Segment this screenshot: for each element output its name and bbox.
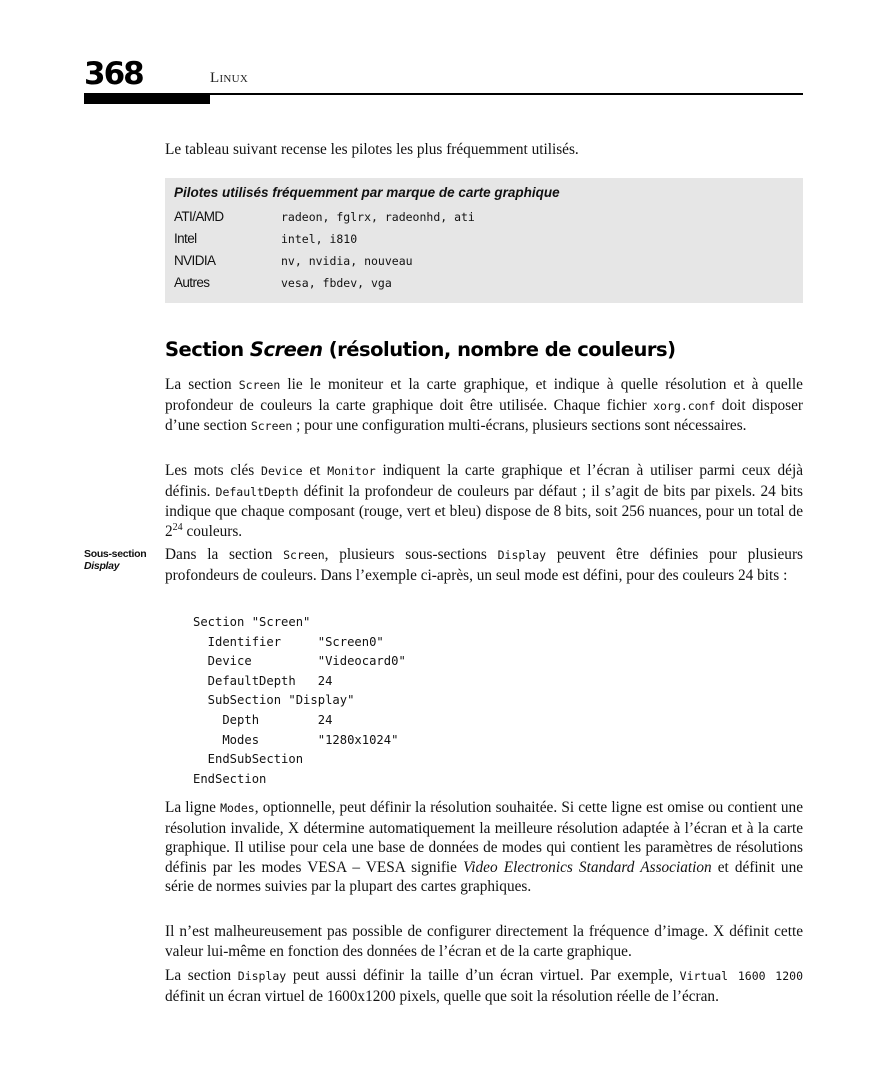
- table-brand: NVIDIA: [174, 253, 216, 268]
- table-drivers: radeon, fglrx, radeonhd, ati: [281, 210, 475, 224]
- margin-note-line: Display: [84, 560, 120, 572]
- margin-note: [84, 548, 146, 572]
- section-heading: [165, 338, 676, 361]
- code-inline: Display: [497, 548, 547, 562]
- emphasis: Video Electronics Standard Association: [463, 858, 712, 876]
- table-title: Pilotes utilisés fréquemment par marque de carte graphique: [174, 185, 560, 200]
- text-run: définit la profondeur de couleurs par défaut ; il s’agit de bits par pixels. 24 bits indique que chaque composant (rouge, vert et bleu) dispose de 8 bits, soit 256 nuances, pour un total de 2: [165, 482, 803, 540]
- code-inline: Display: [237, 969, 287, 983]
- table-drivers: vesa, fbdev, vga: [281, 276, 392, 290]
- section-heading-emphasis: Screen: [249, 338, 323, 361]
- text-run: Dans la section: [165, 546, 284, 563]
- text-run: , optionnelle, peut définir la résolution souhaitée. Si cette ligne est omise ou contient une résolution invalide, X détermine automatiquement la meilleure résolution adaptée à l’écran et à la carte graphique. Il utilise pour cela une base de données de modes qui contient les paramètres de résolutions définis par les modes VESA – VESA signifie: [165, 799, 803, 876]
- page-number: 368: [84, 56, 143, 92]
- code-inline: DefaultDepth: [215, 484, 299, 499]
- header-bar: [84, 93, 210, 104]
- text-run: peuvent être définies pour plusieurs profondeurs de couleurs. Dans l’exemple ci-après, un seul mode est défini, pour des couleurs 24 bits :: [165, 546, 803, 584]
- table-drivers: intel, i810: [281, 232, 358, 246]
- text-run: Les mots clés: [165, 462, 262, 479]
- code-inline: Device: [261, 464, 303, 478]
- paragraph-screen-intro: [165, 375, 803, 437]
- table-brand: Autres: [174, 275, 210, 290]
- intro-paragraph: Le tableau suivant recense les pilotes les plus fréquemment utilisés.: [165, 141, 579, 158]
- paragraph-virtual-screen: [165, 966, 803, 1006]
- text-run: et: [302, 462, 328, 479]
- text-run: doit disposer d’une section: [165, 396, 804, 435]
- section-heading-prefix: Section: [165, 338, 250, 361]
- code-inline: Monitor: [327, 464, 376, 478]
- text-run: La ligne: [165, 799, 221, 816]
- code-inline: Virtual 1600 1200: [679, 969, 803, 983]
- paragraph-modes: [165, 798, 803, 897]
- text-run: La section: [165, 967, 238, 984]
- text-run: couleurs.: [182, 522, 243, 540]
- superscript: 24: [172, 521, 183, 533]
- code-inline: Screen: [283, 548, 325, 562]
- code-inline: xorg.conf: [653, 398, 716, 413]
- margin-note-line: Sous-section: [84, 548, 147, 560]
- text-run: et définit une série de normes suivies par la plupart des cartes graphiques.: [165, 858, 804, 896]
- text-run: peut aussi définir la taille d’un écran virtuel. Par exemple,: [286, 967, 680, 984]
- paragraph-frequency: Il n’est malheureusement pas possible de configurer directement la fréquence d’image. X définit cette valeur lui-même en fonction des données de l’écran et de la carte graphique.: [165, 923, 803, 960]
- text-run: lie le moniteur et la carte graphique, et indique à quelle résolution et à quelle profondeur de couleurs la carte graphique doit être utilisée. Chaque fichier: [165, 376, 803, 414]
- running-title: Linux: [210, 70, 249, 86]
- text-run: , plusieurs sous-sections: [324, 546, 498, 563]
- text-run: indiquent la carte graphique et l’écran à utiliser parmi ceux déjà définis.: [165, 462, 803, 500]
- text-run: La section: [165, 376, 239, 393]
- code-block: Section "Screen" Identifier "Screen0" Device "Videocard0" DefaultDepth 24 SubSection "Display" Depth 24 Modes "1280x1024" EndSubSection EndSection: [193, 615, 406, 786]
- table-drivers: nv, nvidia, nouveau: [281, 254, 413, 268]
- code-inline: Screen: [238, 378, 281, 392]
- text-run: ; pour une configuration multi-écrans, plusieurs sections sont nécessaires.: [292, 417, 747, 435]
- drivers-table: [165, 178, 803, 303]
- section-heading-suffix: (résolution, nombre de couleurs): [322, 338, 676, 361]
- code-inline: Modes: [220, 801, 255, 815]
- table-brand: Intel: [174, 231, 197, 246]
- paragraph-display-subsection: [165, 545, 803, 585]
- code-inline: Screen: [250, 419, 293, 434]
- text-run: définit un écran virtuel de 1600x1200 pixels, quelle que soit la résolution réelle de l’écran.: [165, 987, 719, 1005]
- paragraph-keywords: [165, 461, 803, 541]
- table-brand: ATI/AMD: [174, 209, 224, 224]
